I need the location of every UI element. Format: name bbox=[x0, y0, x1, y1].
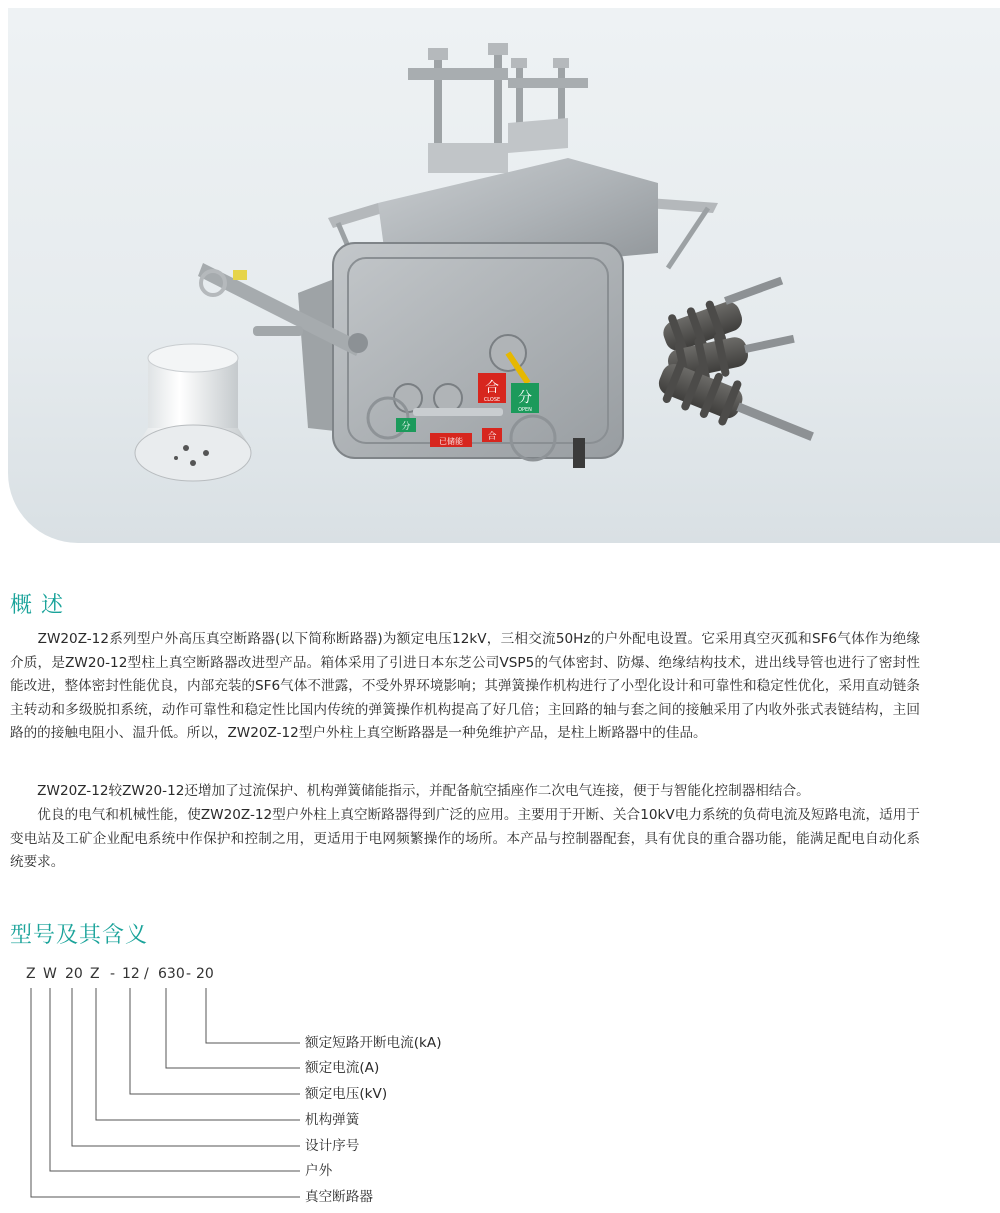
meaning-outdoor: 户外 bbox=[305, 1163, 333, 1179]
code-part: 12 bbox=[122, 966, 140, 982]
top-bracket bbox=[408, 43, 588, 173]
svg-text:分: 分 bbox=[401, 422, 411, 432]
open-plate bbox=[511, 383, 539, 413]
code-part: 20 bbox=[196, 966, 214, 982]
model-code bbox=[26, 966, 326, 986]
product-photo bbox=[8, 8, 1000, 543]
meaning-design-serial: 设计序号 bbox=[305, 1138, 360, 1154]
code-part: Z bbox=[26, 966, 36, 982]
overview-paragraph-3: 优良的电气和机械性能，使ZW20Z-12型户外柱上真空断路器得到广泛的应用。主要用于开断、关合10kV电力系统的负荷电流及短路电流，适用于变电站及工矿企业配电系统中作保护和控制之用，更适用于电网频繁操作的场所。本产品与控制器配套，具有优良的重合器功能，能满足配电自动化系统要求。 bbox=[10, 807, 920, 870]
overview-paragraph-2: ZW20Z-12较ZW20-12还增加了过流保护、机构弹簧储能指示，并配备航空插座作二次电气连接，便于与智能化控制器相结合。 bbox=[10, 783, 810, 799]
svg-text:OPEN: OPEN bbox=[518, 407, 532, 413]
code-part: / bbox=[144, 966, 149, 982]
svg-text:分: 分 bbox=[518, 390, 532, 406]
svg-text:合: 合 bbox=[485, 380, 499, 396]
vacuum-circuit-breaker-illustration bbox=[8, 8, 1000, 543]
bushing-insulators bbox=[652, 275, 821, 459]
meaning-rated-breaking-current: 额定短路开断电流(kA) bbox=[305, 1035, 442, 1051]
meaning-spring-mechanism: 机构弹簧 bbox=[305, 1112, 360, 1128]
tank-front bbox=[333, 243, 623, 458]
overview-paragraph-1: ZW20Z-12系列型户外高压真空断路器(以下简称断路器)为额定电压12kV，三相交流50Hz的户外配电设置。它采用真空灭孤和SF6气体作为绝缘介质，是ZW20-12型柱上真空断路器改进型产品。箱体采用了引进日本东芝公司VSP5的气体密封、防爆、绝缘结构技术，进出线导管也进行了密封性能改进，整体密封性能优良，内部充装的SF6气体不泄露，不受外界环境影响；其弹簧操作机构进行了小型化设计和可靠性和稳定性优化，采用直动链条主转动和多级脱扣系统，动作可靠性和稳定性比国内传统的弹簧操作机构提高了好几倍；主回路的轴与套之间的接触采用了内收外张式表链结构，主回路的的接触电阻小、温升低。所以，ZW20Z-12型户外柱上真空断路器是一种免维护产品，是柱上断路器中的佳品。 bbox=[10, 631, 920, 741]
code-part: W bbox=[43, 966, 57, 982]
meaning-rated-current: 额定电流(A) bbox=[305, 1060, 380, 1076]
code-part: 20 bbox=[65, 966, 83, 982]
code-part: Z bbox=[90, 966, 100, 982]
current-transformer-cylinder bbox=[135, 344, 251, 481]
close-plate bbox=[478, 373, 506, 403]
meaning-rated-voltage: 额定电压(kV) bbox=[305, 1086, 388, 1102]
svg-text:CLOSE: CLOSE bbox=[483, 397, 501, 403]
svg-text:已储能: 已储能 bbox=[439, 437, 463, 446]
code-part: 630 bbox=[158, 966, 185, 982]
code-part: - bbox=[110, 966, 116, 982]
overview-title: 概 述 bbox=[10, 593, 64, 618]
meaning-vacuum-breaker: 真空断路器 bbox=[305, 1189, 373, 1205]
code-part: - bbox=[186, 966, 192, 982]
svg-text:合: 合 bbox=[487, 432, 497, 442]
model-title: 型号及其含义 bbox=[10, 923, 149, 948]
